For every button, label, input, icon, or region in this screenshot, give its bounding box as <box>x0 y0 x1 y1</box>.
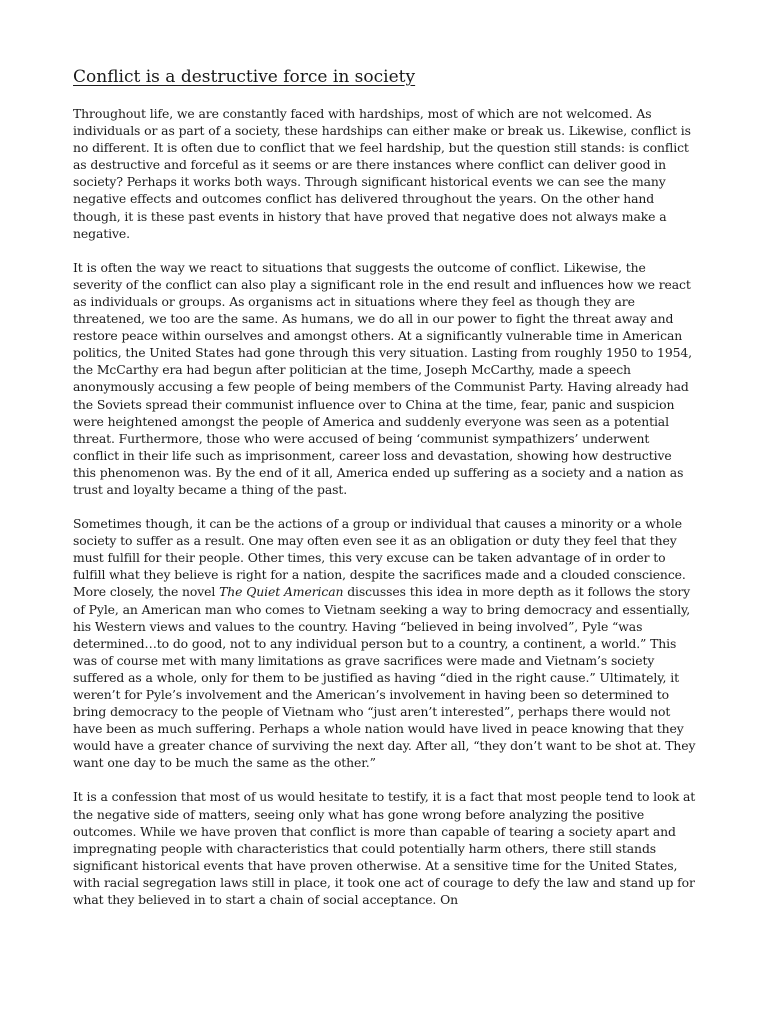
paragraph-text: Sometimes though, it can be the actions of a group or individual that causes a minority or a whole society to suffer as a result. One may often even see it as an obligation or duty they feel that they must fulfill for their people. Other times, this very excuse can be taken advantage of in order to fulfill what they believe is right for a nation, despite the sacrifices made and a clouded conscience. More closely, the novel <box>73 516 686 600</box>
paragraph-text: It is often the way we react to situations that suggests the outcome of conflict. Likewise, the severity of the conflict can also play a significant role in the end result and influences how we react as individuals or groups. As organisms act in situations where they feel as though they are threatened, we too are the same. As humans, we do all in our power to fight the threat away and restore peace within ourselves and amongst others. At a significantly vulnerable time in American politics, the United States had gone through this very situation. Lasting from roughly 1950 to 1954, the McCarthy era had begun after politician at the time, Joseph McCarthy, made a speech anonymously accusing a few people of being members of the Communist Party. Having already had the Soviets spread their communist influence over to China at the time, fear, panic and suspicion were heightened amongst the people of America and suddenly everyone was seen as a potential threat. Furthermore, those who were accused of being ‘communist sympathizers’ underwent conflict in their life such as imprisonment, career loss and devastation, showing how destructive this phenomenon was. By the end of it all, America ended up suffering as a society and a nation as trust and loyalty became a thing of the past. <box>73 259 693 497</box>
paragraph-text: It is a confession that most of us would hesitate to testify, it is a fact that most people tend to look at the negative side of matters, seeing only what has gone wrong before analyzing the positive outcomes. While we have proven that conflict is more than capable of tearing a society apart and impregnating people with characteristics that could potentially harm others, there still stands significant historical events that have proven otherwise. At a sensitive time for the United States, with racial segregation laws still in place, it took one act of courage to defy the law and stand up for what they believed in to start a chain of social acceptance. On <box>73 789 696 908</box>
document-page <box>73 66 698 925</box>
paragraph <box>73 105 698 242</box>
paragraph-text: discusses this idea in more depth as it follows the story of Pyle, an American man who comes to Vietnam seeking a way to bring democracy and essentially, his Western views and values to the country. Having “believed in being involved”, Pyle “was determined…to do good, not to any individual person but to a country, a continent, a world.” This was of course met with many limitations as grave sacrifices were made and Vietnam’s society suffered as a whole, only for them to be justified as having “died in the right cause.” Ultimately, it weren’t for Pyle’s involvement and the American’s involvement in having been so determined to bring democracy to the people of Vietnam who “just aren’t interested”, perhaps there would not have been as much suffering. Perhaps a whole nation would have lived in peace knowing that they would have a greater chance of surviving the next day. After all, “they don’t want to be shot at. They want one day to be much the same as the other.” <box>73 584 696 771</box>
document-title: Conflict is a destructive force in society <box>73 67 416 87</box>
paragraph <box>73 788 698 908</box>
paragraph <box>73 259 698 498</box>
document-body <box>73 105 698 908</box>
italic-title-text: The Quiet American <box>219 584 344 600</box>
paragraph <box>73 515 698 771</box>
paragraph-text: Throughout life, we are constantly faced with hardships, most of which are not welcomed. As individuals or as part of a society, these hardships can either make or break us. Likewise, conflict is no different. It is often due to conflict that we feel hardship, but the question still stands: is conflict as destructive and forceful as it seems or are there instances where conflict can deliver good in society? Perhaps it works both ways. Through significant historical events we can see the many negative effects and outcomes conflict has delivered throughout the years. On the other hand though, it is these past events in history that have proved that negative does not always make a negative. <box>73 106 691 241</box>
